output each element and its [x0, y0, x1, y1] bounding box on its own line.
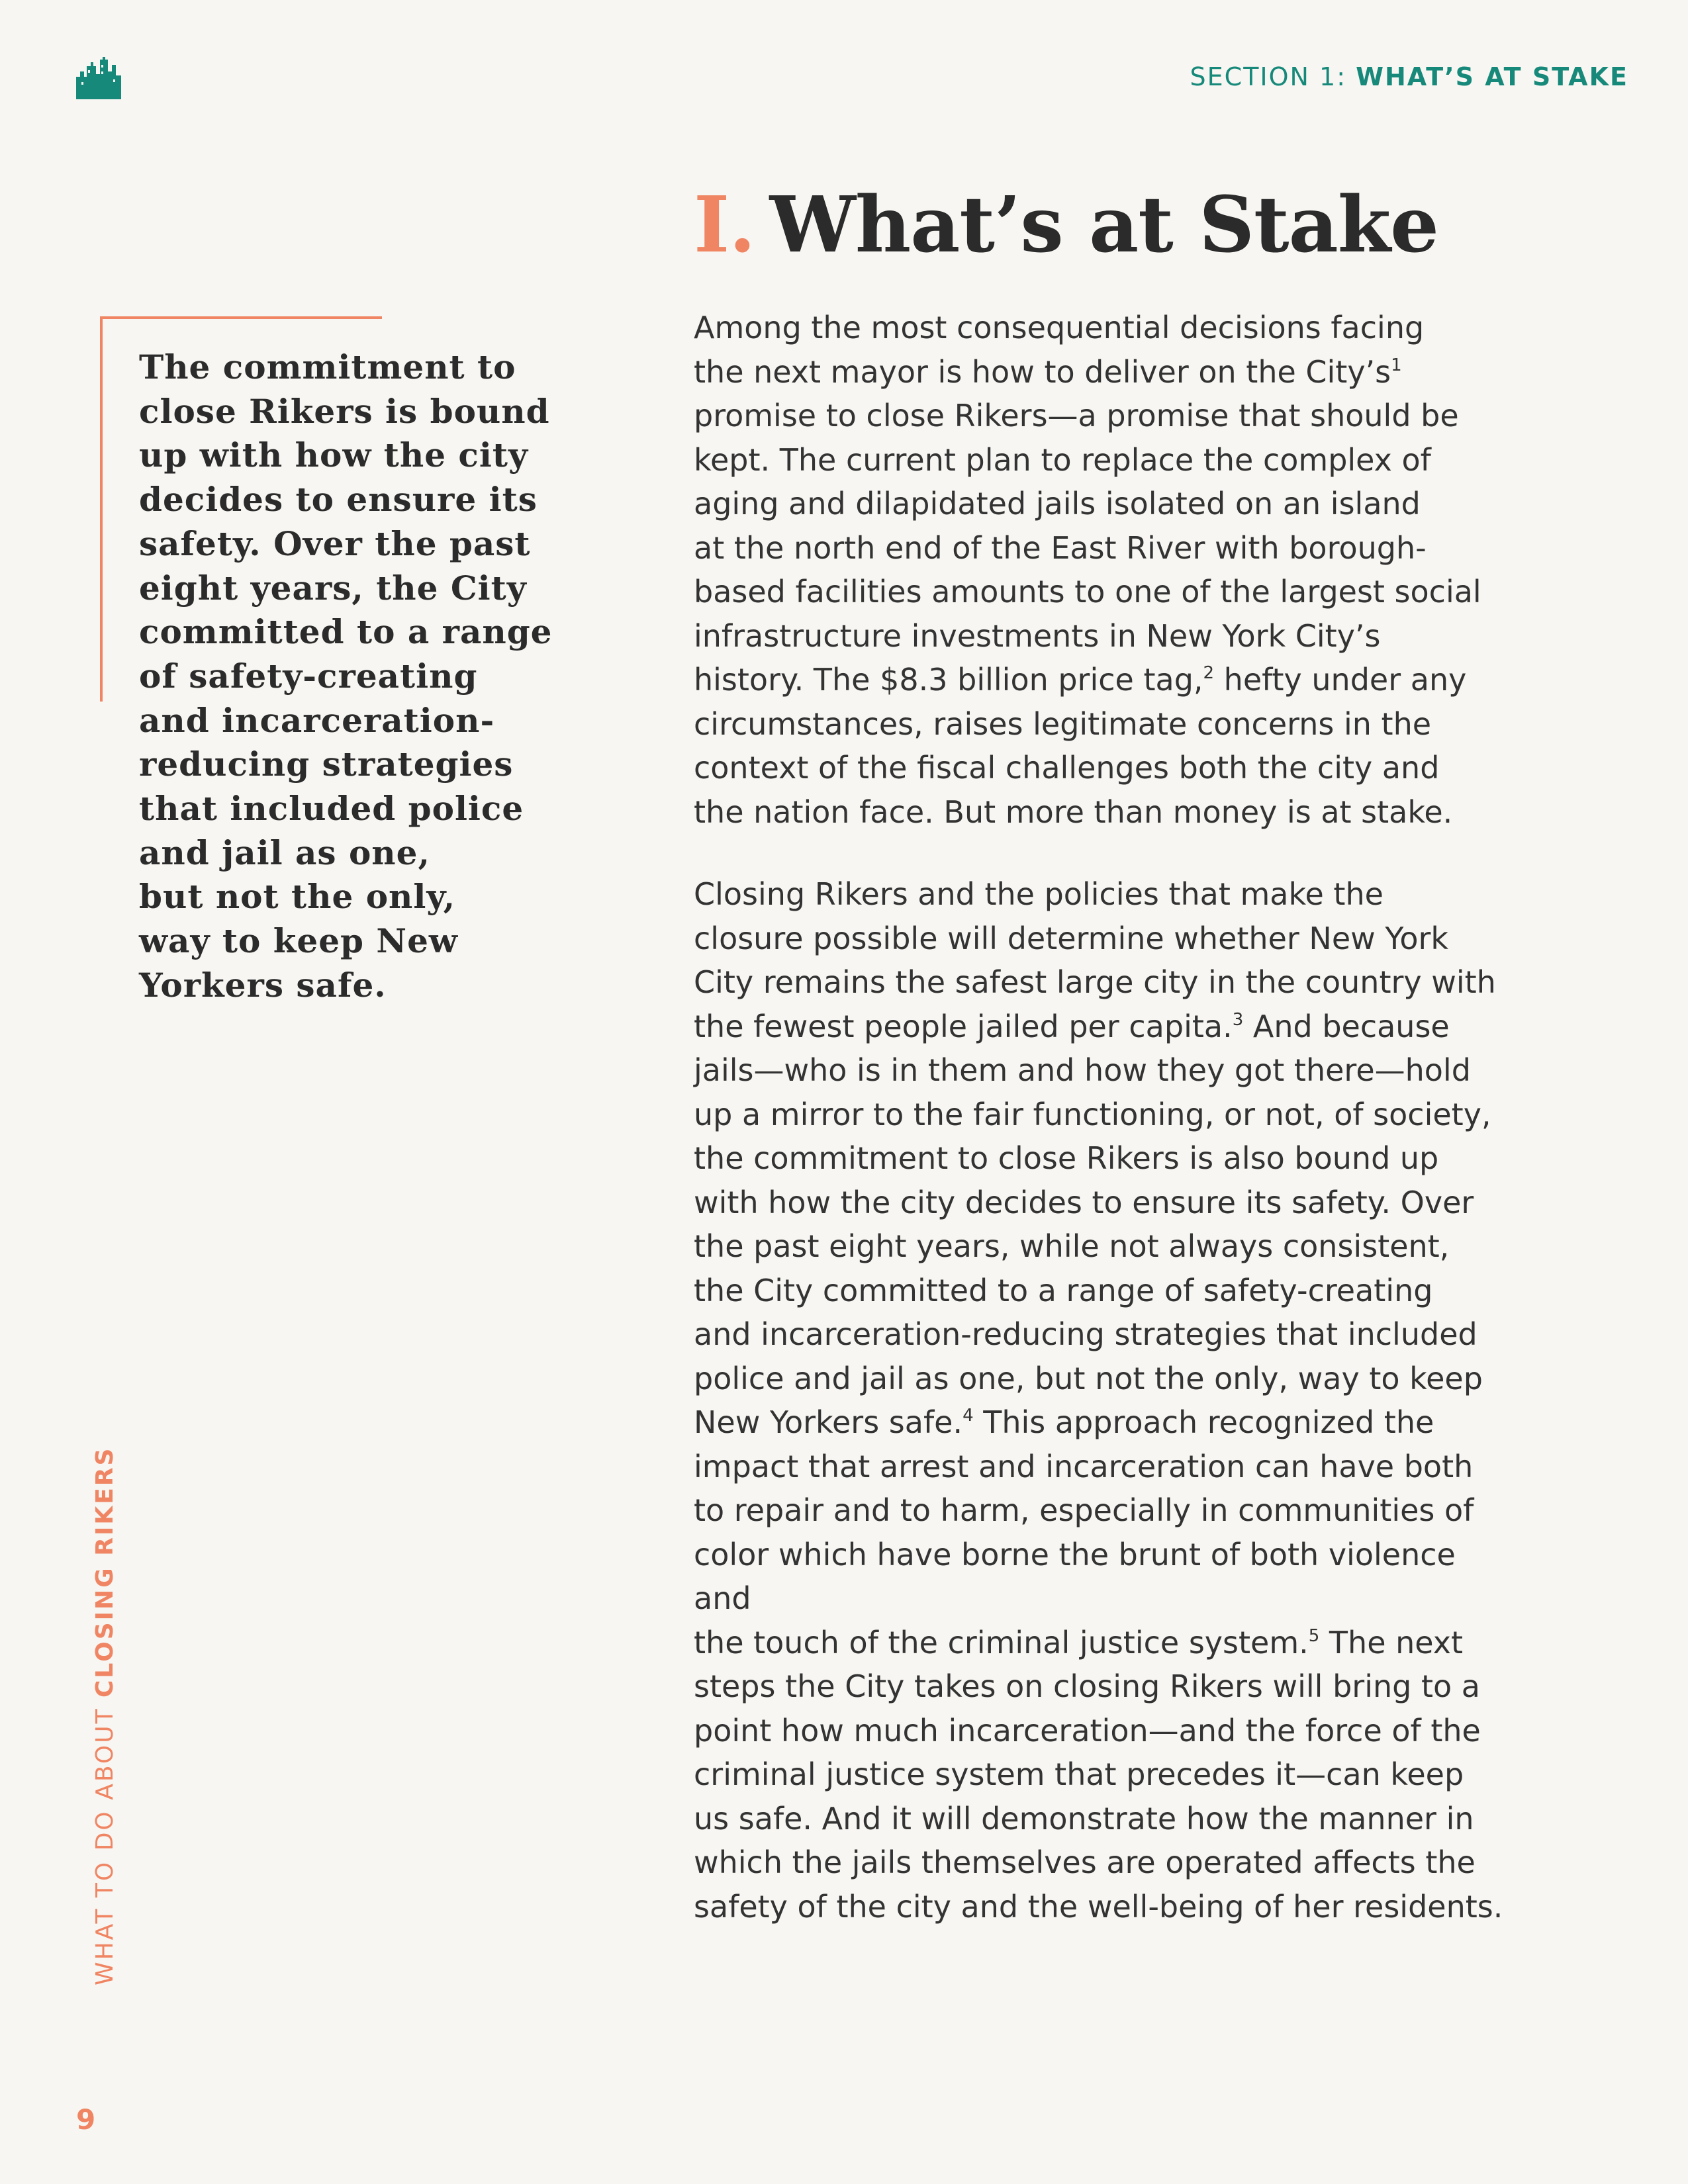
p2-text-2: And because jails—who is in them and how they got there—hold up a mirror to the fair functioning, or not, of society, the commitment to close Rikers is also bound up with how the city decides to ensure its safety. Over the past eight years, while not always consistent, the City committed to a range of safety-creating and incarceration-reducing strategies that included police and jail as one, but not the only, way to keep New Yorkers safe.	[694, 1008, 1491, 1440]
body-text	[694, 306, 1508, 1929]
p1-text-3: hefty under any circumstances, raises legitimate concerns in the context of the fiscal challenges both the city and the nation face. But more than money is at stake.	[694, 662, 1467, 830]
p2-text-1: Closing Rikers and the policies that make the closure possible will determine whether New York City remains the safest large city in the country with the fewest people jailed per capita.	[694, 876, 1496, 1044]
pullquote: The commitment to close Rikers is bound up with how the city decides to ensure its safety. Over the past eight years, the City committed to a range of safety-creating and incarceration- reducing strategies that included police and jail as one, but not the only, way to keep New Yorkers safe.	[139, 347, 553, 1005]
footnote-ref-2[interactable]: 2	[1203, 663, 1215, 683]
series-footer	[91, 1447, 118, 1985]
p2-text-4: The next steps the City takes on closing Rikers will bring to a point how much incarceration—and the force of the criminal justice system that precedes it—can keep us safe. And it will demonstrate how the manner in which the jails themselves are operated affects the safety of the city and the well-being of her residents.	[694, 1624, 1503, 1925]
p1-text-2: promise to close Rikers—a promise that should be kept. The current plan to replace the complex of aging and dilapidated jails isolated on an island at the north end of the East River with borough- based facilities amounts to one of the largest social infrastructure investments in New York City’s history. The $8.3 billion price tag,	[694, 398, 1481, 698]
footnote-ref-3[interactable]: 3	[1232, 1009, 1244, 1030]
pullquote-rule-left	[100, 316, 103, 702]
city-skyline-icon	[76, 57, 121, 99]
page-number: 9	[76, 2103, 96, 2136]
section-header	[1190, 62, 1628, 91]
title-text: What’s at Stake	[769, 180, 1438, 270]
series-prefix: WHAT TO DO ABOUT	[91, 1697, 118, 1985]
footnote-ref-4[interactable]: 4	[962, 1406, 974, 1426]
footnote-ref-5[interactable]: 5	[1308, 1625, 1320, 1646]
p1-text-1: Among the most consequential decisions facing the next mayor is how to deliver on the City’s	[694, 310, 1425, 390]
body-paragraph-2	[694, 872, 1508, 1929]
section-prefix: SECTION 1:	[1190, 62, 1356, 91]
section-title: WHAT’S AT STAKE	[1356, 62, 1628, 91]
series-title: CLOSING RIKERS	[91, 1446, 118, 1698]
p2-text-3: This approach recognized the impact that arrest and incarceration can have both to repair and to harm, especially in communities of color which have borne the brunt of both violence and the touch of the criminal justice system.	[694, 1404, 1474, 1661]
page-title	[694, 180, 1438, 270]
section-numeral: I.	[694, 180, 755, 270]
pullquote-rule-top	[100, 316, 382, 319]
body-paragraph-1	[694, 306, 1508, 834]
footnote-ref-1[interactable]: 1	[1391, 355, 1402, 375]
